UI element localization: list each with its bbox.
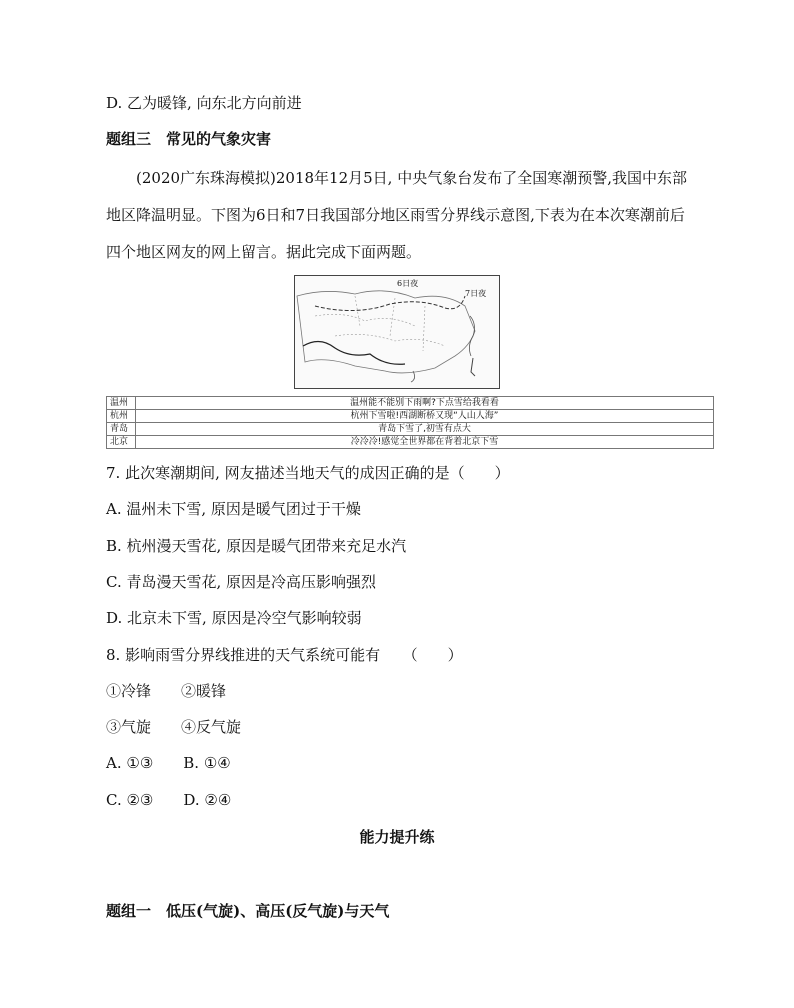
section-title-group1: 题组一 低压(气旋)、高压(反气旋)与天气 [106, 902, 390, 920]
label-day6-night: 6日夜 [397, 279, 419, 288]
table-row [107, 436, 714, 449]
section-title-group3: 题组三 常见的气象灾害 [106, 130, 272, 148]
q7-option-b: B. 杭州漫天雪花, 原因是暖气团带来充足水汽 [106, 537, 407, 555]
map-drawing [295, 276, 499, 388]
intro-paragraph: (2020广东珠海模拟)2018年12月5日, 中央气象台发布了全国寒潮预警,我国中东部地区降温明显。下图为6日和7日我国部分地区雨雪分界线示意图,下表为在本次寒潮前后四个地区网友的网上留言。据此完成下面两题。 [106, 169, 687, 261]
previous-option-d: D. 乙为暖锋, 向东北方向前进 [106, 94, 302, 112]
netizen-message-table [106, 396, 714, 449]
question-7-stem: 7. 此次寒潮期间, 网友描述当地天气的成因正确的是（ ） [106, 464, 510, 482]
q8-items-row1: ①冷锋 ②暖锋 [106, 682, 227, 700]
table-row [107, 397, 714, 410]
q7-option-c: C. 青岛漫天雪花, 原因是冷高压影响强烈 [106, 573, 377, 591]
q8-items-row2: ③气旋 ④反气旋 [106, 718, 242, 736]
city-cell: 温州 [107, 397, 136, 410]
q8-options-row1: A. ①③ B. ①④ [106, 754, 231, 772]
table-row [107, 410, 714, 423]
question-8-stem: 8. 影响雨雪分界线推进的天气系统可能有 （ ） [106, 646, 463, 664]
city-cell: 青岛 [107, 423, 136, 436]
message-cell: 温州能不能别下雨啊?下点雪给我看看 [136, 397, 714, 410]
message-cell: 冷冷冷!感觉全世界都在背着北京下雪 [136, 436, 714, 449]
table-row [107, 423, 714, 436]
q7-option-a: A. 温州未下雪, 原因是暖气团过于干燥 [106, 500, 361, 518]
q7-option-d: D. 北京未下雪, 原因是冷空气影响较弱 [106, 609, 362, 627]
q8-options-row2: C. ②③ D. ②④ [106, 791, 232, 809]
message-cell: 青岛下雪了,初雪有点大 [136, 423, 714, 436]
label-day7-night: 7日夜 [465, 289, 487, 298]
ability-section-title: 能力提升练 [359, 828, 435, 846]
message-cell: 杭州下雪啦!西湖断桥又现“人山人海” [136, 410, 714, 423]
city-cell: 杭州 [107, 410, 136, 423]
city-cell: 北京 [107, 436, 136, 449]
rain-snow-boundary-map [294, 275, 500, 389]
